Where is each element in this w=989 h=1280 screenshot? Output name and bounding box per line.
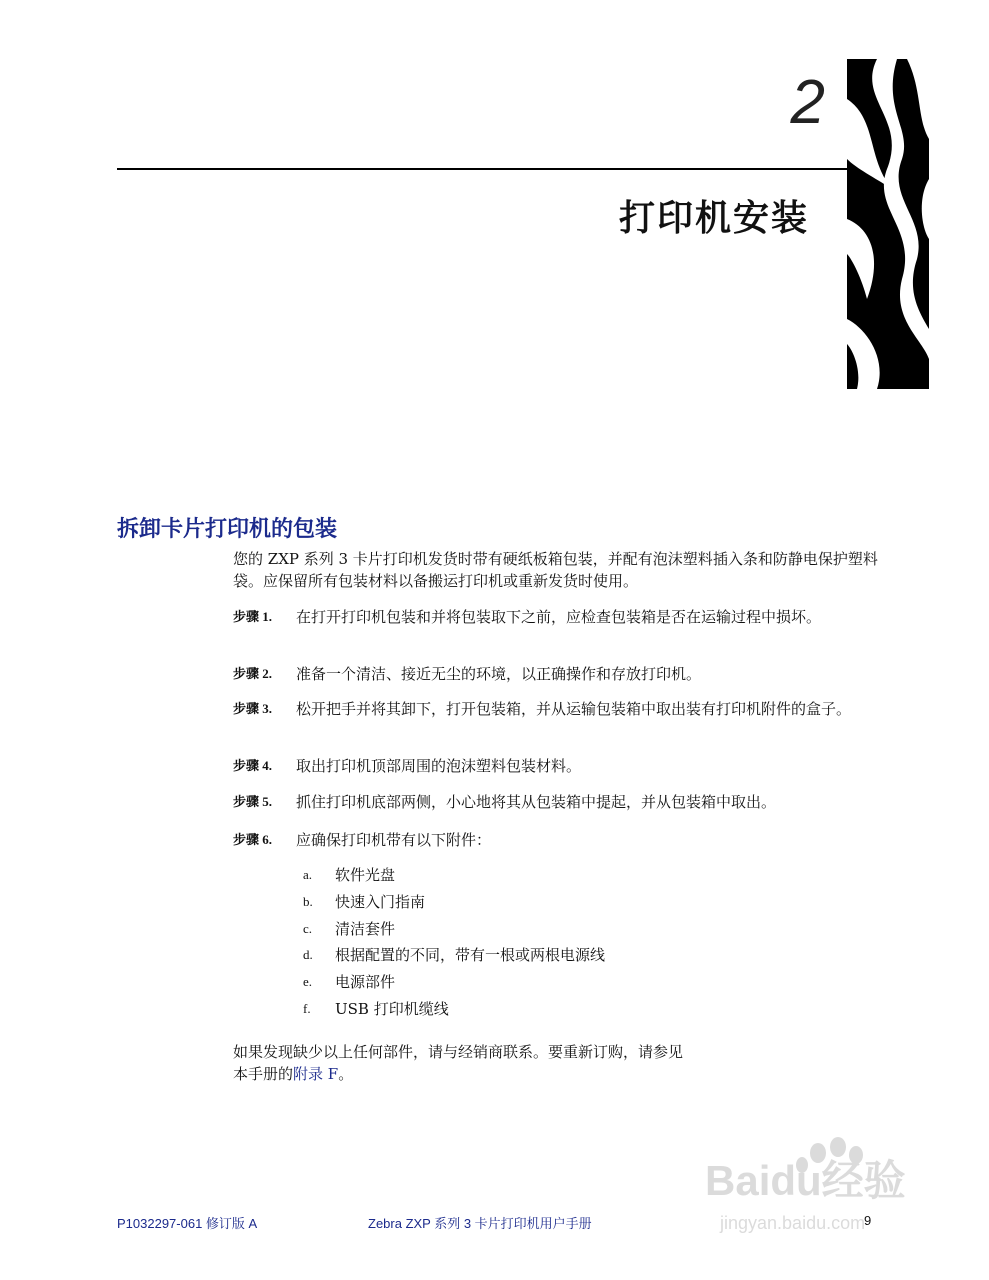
chapter-title: 打印机安装 xyxy=(618,198,809,239)
accessory-marker: b. xyxy=(303,894,313,909)
step-2 xyxy=(233,663,883,685)
footer-manual-title: Zebra ZXP 系列 3 卡片打印机用户手册 xyxy=(368,1216,592,1231)
accessory-text: 快速入门指南 xyxy=(335,893,426,911)
intro-paragraph: 您的 ZXP 系列 3 卡片打印机发货时带有硬纸板箱包装，并配有泡沫塑料插入条和防静电保护塑料袋。应保留所有包装材料以备搬运打印机或重新发货时使用。 xyxy=(233,550,878,590)
accessory-marker: d. xyxy=(303,947,313,962)
step-4 xyxy=(233,755,883,777)
step-text: 在打开打印机包装和并将包装取下之前，应检查包装箱是否在运输过程中损坏。 xyxy=(296,608,822,626)
accessory-text: 软件光盘 xyxy=(335,866,396,884)
step-text: 取出打印机顶部周围的泡沫塑料包装材料。 xyxy=(296,757,582,775)
step-6 xyxy=(233,829,883,851)
closing-line-2 xyxy=(233,1063,883,1085)
accessory-marker: a. xyxy=(303,867,313,882)
accessory-item xyxy=(303,918,395,940)
step-label: 步骤 5. xyxy=(233,794,273,809)
closing-paragraph xyxy=(233,1041,883,1085)
chapter-number: 2 xyxy=(790,68,825,137)
step-5 xyxy=(233,791,883,813)
accessory-text: 根据配置的不同，带有一根或两根电源线 xyxy=(335,946,606,964)
accessory-text: 清洁套件 xyxy=(335,920,396,938)
step-text: 应确保打印机带有以下附件： xyxy=(296,831,492,849)
baidu-watermark xyxy=(700,1125,940,1239)
zebra-stripe-graphic xyxy=(847,59,929,389)
step-text: 准备一个清洁、接近无尘的环境，以正确操作和存放打印机。 xyxy=(296,665,702,683)
step-label: 步骤 1. xyxy=(233,609,273,624)
step-text: 抓住打印机底部两侧，小心地将其从包装箱中提起，并从包装箱中取出。 xyxy=(296,793,777,811)
accessory-item xyxy=(303,971,395,993)
footer-page-number: 9 xyxy=(864,1213,872,1228)
section-title: 拆卸卡片打印机的包装 xyxy=(117,517,338,542)
accessory-text: USB 打印机缆线 xyxy=(335,1000,449,1018)
closing-line-1: 如果发现缺少以上任何部件，请与经销商联系。要重新订购，请参见 xyxy=(233,1043,684,1061)
step-label: 步骤 2. xyxy=(233,666,273,681)
accessory-item xyxy=(303,891,425,913)
accessory-marker: c. xyxy=(303,921,313,936)
step-label: 步骤 6. xyxy=(233,832,273,847)
step-1 xyxy=(233,606,883,628)
step-label: 步骤 4. xyxy=(233,758,273,773)
chapter-divider xyxy=(117,168,847,170)
closing-prefix: 本手册的 xyxy=(233,1065,294,1083)
appendix-f-link[interactable]: 附录 F xyxy=(293,1065,339,1083)
step-3 xyxy=(233,698,883,720)
closing-suffix: 。 xyxy=(338,1065,354,1083)
watermark-brand: Baidu经验 xyxy=(705,1157,906,1204)
step-text: 松开把手并将其卸下，打开包装箱，并从运输包装箱中取出装有打印机附件的盒子。 xyxy=(296,700,852,718)
accessory-item xyxy=(303,864,395,886)
footer-doc-id: P1032297-061 修订版 A xyxy=(117,1216,258,1231)
watermark-url: jingyan.baidu.com xyxy=(720,1213,866,1233)
step-label: 步骤 3. xyxy=(233,701,273,716)
accessory-text: 电源部件 xyxy=(335,973,396,991)
accessory-item xyxy=(303,998,449,1020)
accessory-marker: e. xyxy=(303,974,313,989)
accessory-item xyxy=(303,944,605,966)
accessory-marker: f. xyxy=(303,1001,311,1016)
